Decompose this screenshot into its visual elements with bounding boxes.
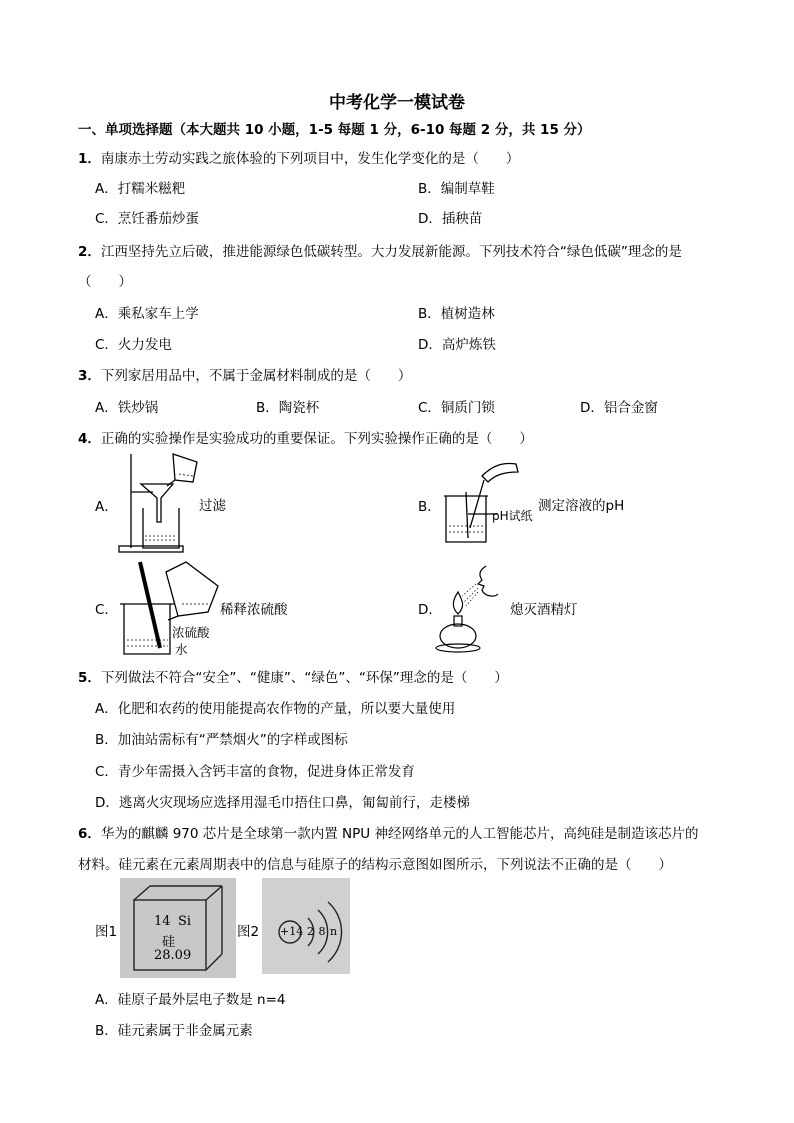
question-4 (78, 427, 533, 447)
question-number: 5． (78, 670, 101, 686)
caption-ph: 测定溶液的pH (538, 498, 625, 514)
label-ph-paper: pH试纸 (492, 509, 533, 523)
question-6 (78, 822, 698, 842)
option-c: C． (95, 602, 118, 618)
option-a: A．乘私家车上学 (95, 306, 199, 322)
dilution-figure (118, 560, 228, 658)
atomic-mass: 28.09 (154, 948, 192, 963)
option-b: B．植树造林 (418, 306, 495, 322)
option-b: B．硅元素属于非金属元素 (95, 1023, 253, 1039)
question-3 (78, 364, 411, 384)
electron-shells: 2 8 n (307, 925, 338, 938)
question-number: 1． (78, 151, 101, 167)
option-b: B．陶瓷杯 (256, 400, 320, 416)
atom-structure-figure (262, 878, 350, 974)
question-text-cont: （ ） (78, 274, 132, 290)
question-text: 华为的麒麟 970 芯片是全球第一款内置 NPU 神经网络单元的人工智能芯片，高纯硅是制造该芯片的 (100, 826, 699, 842)
question-number: 6． (78, 826, 101, 842)
atomic-number: 14 (154, 914, 171, 929)
option-c: C．烹饪番茄炒蛋 (95, 211, 199, 227)
option-a: A．打糯米糍粑 (95, 181, 186, 197)
option-d: D． (418, 602, 442, 618)
question-text: 江西坚持先立后破，推进能源绿色低碳转型。大力发展新能源。下列技术符合“绿色低碳”理念的是 (100, 244, 682, 260)
question-text: 南康赤土劳动实践之旅体验的下列项目中，发生化学变化的是（ ） (100, 151, 520, 167)
question-text: 下列家居用品中，不属于金属材料制成的是（ ） (100, 368, 412, 384)
ph-test-figure (440, 458, 540, 546)
label-water: 水 (175, 642, 188, 657)
question-text: 正确的实验操作是实验成功的重要保证。下列实验操作正确的是（ ） (100, 431, 533, 447)
alcohol-lamp-figure (432, 560, 512, 654)
option-d: D．高炉炼铁 (418, 337, 496, 353)
caption-lamp: 熄灭酒精灯 (510, 602, 578, 618)
question-number: 3． (78, 368, 101, 384)
label-conc-acid: 浓硫酸 (172, 625, 210, 640)
question-1 (78, 147, 519, 167)
question-text: 下列做法不符合“安全”、“健康”、“绿色”、“环保”理念的是（ ） (100, 670, 508, 686)
option-c: C．铜质门锁 (418, 400, 495, 416)
caption-filtration: 过滤 (199, 498, 226, 514)
option-b: B． (418, 499, 441, 515)
question-number: 2． (78, 244, 101, 260)
section-heading: 一、单项选择题（本大题共 10 小题，1-5 每题 1 分，6-10 每题 2 分，共 15 分） (78, 122, 591, 138)
question-text-cont: 材料。硅元素在元素周期表中的信息与硅原子的结构示意图如图所示，下列说法不正确的是（ ） (78, 857, 672, 873)
element-symbol: Si (178, 914, 192, 929)
option-a: A． (95, 499, 118, 515)
figure-2-label: 图2 (237, 924, 260, 940)
option-a: A．化肥和农药的使用能提高农作物的产量，所以要大量使用 (95, 701, 456, 717)
option-d: D．逃离火灾现场应选择用湿毛巾捂住口鼻，匍匐前行，走楼梯 (95, 795, 470, 811)
question-2 (78, 240, 682, 260)
page-title: 中考化学一模试卷 (329, 93, 465, 113)
figure-1-label: 图1 (95, 924, 118, 940)
filtration-apparatus-figure (115, 450, 205, 556)
option-c: C．火力发电 (95, 337, 172, 353)
nucleus-charge: +14 (280, 925, 304, 938)
element-name: 硅 (162, 935, 176, 950)
option-b: B．编制草鞋 (418, 181, 495, 197)
caption-dilute: 稀释浓硫酸 (220, 602, 288, 618)
option-b: B．加油站需标有“严禁烟火”的字样或图标 (95, 732, 348, 748)
option-d: D．铝合金窗 (580, 400, 658, 416)
element-tile-figure (120, 878, 236, 978)
option-a: A．铁炒锅 (95, 400, 159, 416)
option-d: D．插秧苗 (418, 211, 483, 227)
option-c: C．青少年需摄入含钙丰富的食物，促进身体正常发育 (95, 764, 415, 780)
question-number: 4． (78, 431, 101, 447)
option-a: A．硅原子最外层电子数是 n=4 (95, 992, 286, 1008)
question-5 (78, 666, 508, 686)
